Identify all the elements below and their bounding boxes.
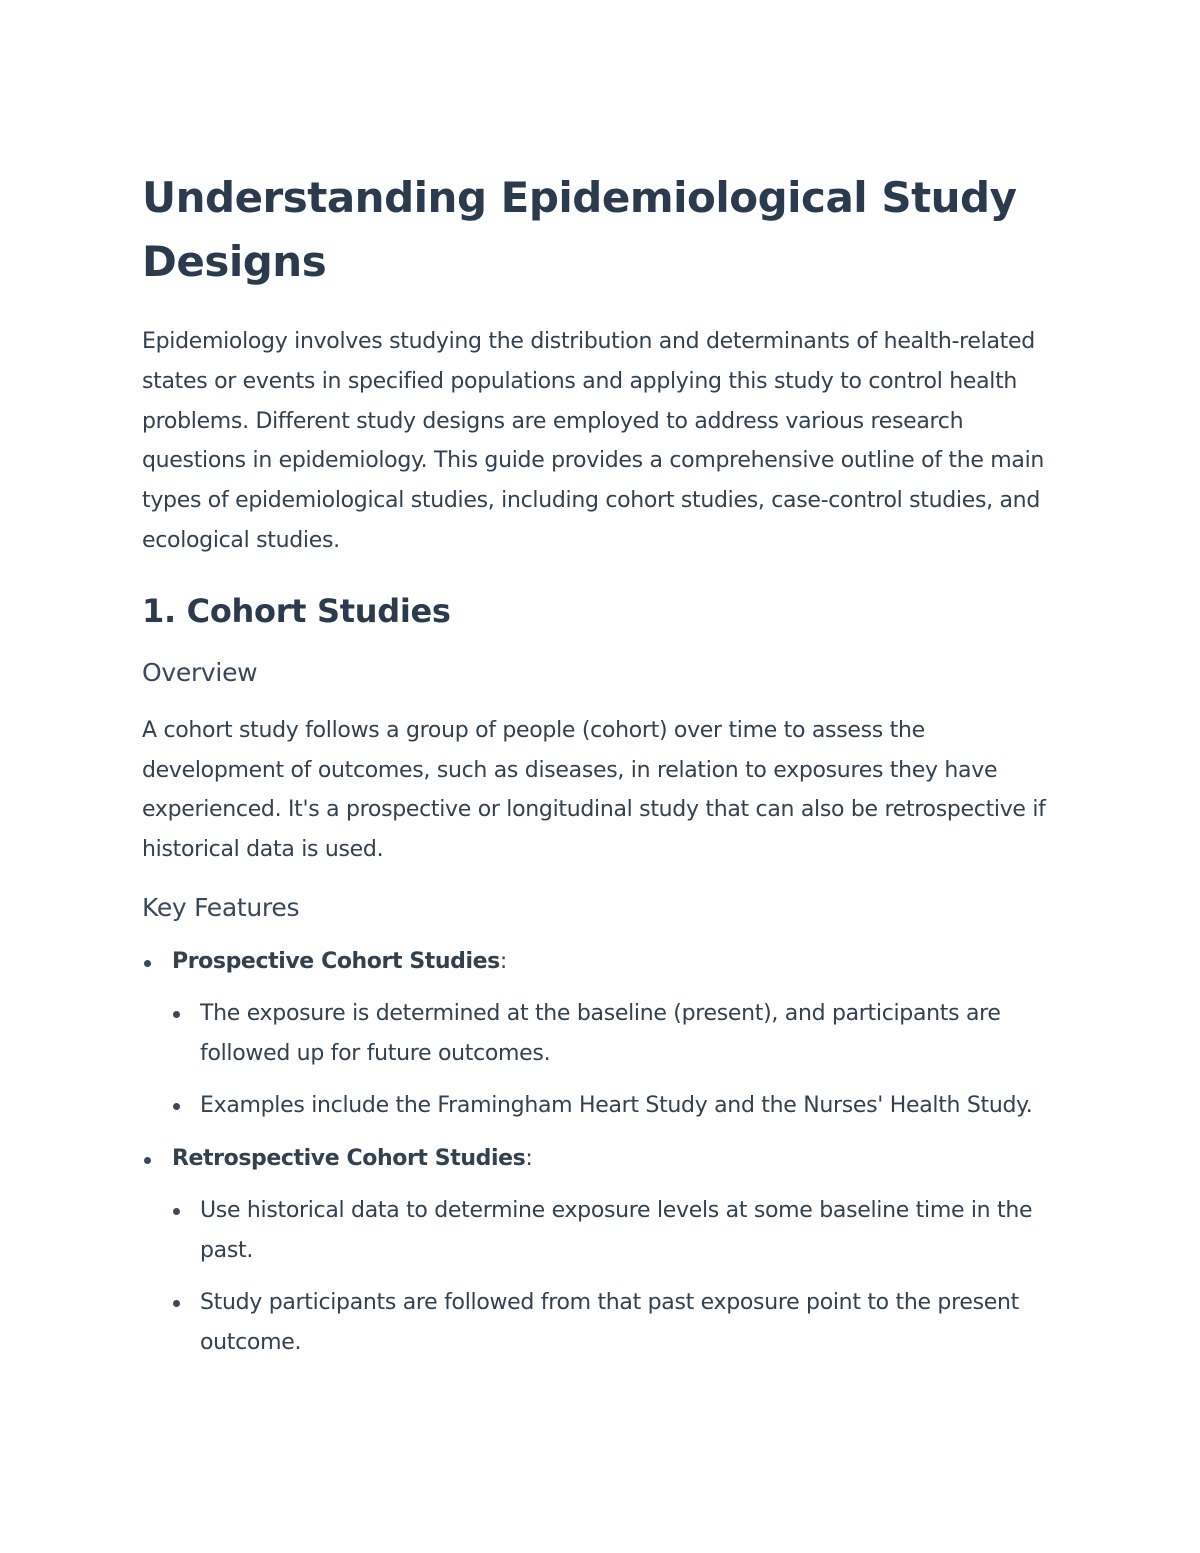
bullet-icon — [173, 1300, 180, 1307]
sub-list-item — [172, 1283, 1072, 1363]
bullet-icon — [144, 1157, 151, 1164]
bullet-icon — [173, 1011, 180, 1018]
bullet-icon — [173, 1103, 180, 1110]
sub-list-item-text: Examples include the Framingham Heart Study and the Nurses' Health Study. — [200, 1092, 1033, 1118]
list-item-label: Retrospective Cohort Studies — [172, 1146, 526, 1172]
list-item-colon: : — [525, 1146, 533, 1172]
sub-list-item-text: Study participants are followed from that past exposure point to the present outcome. — [200, 1289, 1019, 1355]
sub-list-item-text: Use historical data to determine exposure levels at some baseline time in the past. — [200, 1198, 1033, 1264]
list-item-label: Prospective Cohort Studies — [172, 948, 500, 974]
sub-list-item — [172, 1191, 1072, 1271]
intro-paragraph: Epidemiology involves studying the distribution and determinants of health-related states or events in specified populations and applying this study to control health problems. Different study designs are employed to address various research questions in epidemiology. This guide provides a comprehensive outline of the main types of epidemiological studies, including cohort studies, case-control studies, and ecological studies. — [142, 329, 1045, 553]
sub-list — [172, 994, 1072, 1125]
subheading-overview: Overview — [142, 657, 258, 687]
bullet-icon — [144, 960, 151, 967]
list-item-prospective-cohort — [142, 942, 1072, 1125]
bullet-icon — [173, 1208, 180, 1215]
section-heading-cohort-studies: 1. Cohort Studies — [142, 591, 451, 630]
subheading-key-features: Key Features — [142, 892, 300, 922]
document-page — [142, 166, 1072, 1377]
list-item-retrospective-cohort — [142, 1139, 1072, 1362]
sub-list-item-text: The exposure is determined at the baseline (present), and participants are followed up for future outcomes. — [200, 1000, 1001, 1066]
sub-list-item — [172, 994, 1072, 1074]
overview-paragraph: A cohort study follows a group of people (cohort) over time to assess the development of outcomes, such as diseases, in relation to exposures they have experienced. It's a prospective or longitudinal study that can also be retrospective if historical data is used. — [142, 717, 1046, 863]
key-features-list — [142, 942, 1072, 1363]
sub-list-item — [172, 1086, 1072, 1126]
list-item-colon: : — [499, 948, 508, 974]
page-title: Understanding Epidemiological Study Designs — [142, 173, 1017, 286]
sub-list — [172, 1191, 1072, 1362]
